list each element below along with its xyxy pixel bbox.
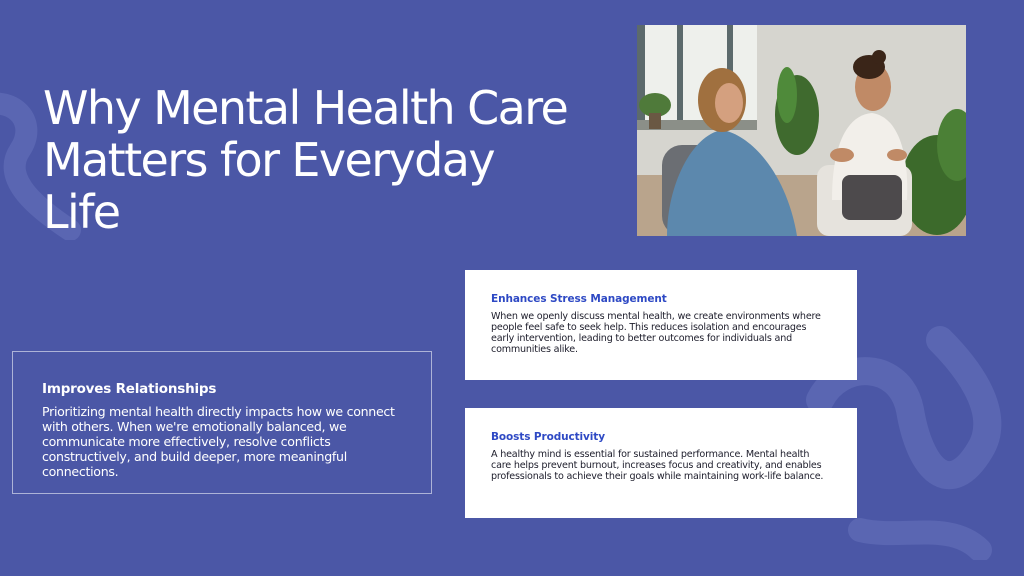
page-title: Why Mental Health Care Matters for Everyday Life	[43, 81, 568, 239]
photo-illustration	[637, 25, 966, 236]
card-body-stress: When we openly discuss mental health, we create environments where people feel safe to seek help. This reduces isolation and encourages early intervention, leading to better outcomes for individuals and communities alike.	[491, 311, 821, 355]
card-boosts-productivity	[465, 408, 857, 518]
card-enhances-stress-management	[465, 270, 857, 380]
card-improves-relationships	[12, 351, 432, 494]
card-heading-stress: Enhances Stress Management	[491, 293, 667, 305]
card-body-relationships: Prioritizing mental health directly impacts how we connect with others. When we're emotionally balanced, we communicate more effectively, resolve conflicts constructively, and build deeper, more meaningful connections.	[42, 404, 395, 479]
therapy-session-photo	[637, 25, 966, 236]
card-body-productivity: A healthy mind is essential for sustained performance. Mental health care helps prevent burnout, increases focus and creativity, and enables professionals to achieve their goals while maintaining work-life balance.	[491, 449, 824, 482]
card-heading-productivity: Boosts Productivity	[491, 431, 605, 443]
card-heading-relationships: Improves Relationships	[42, 381, 217, 397]
